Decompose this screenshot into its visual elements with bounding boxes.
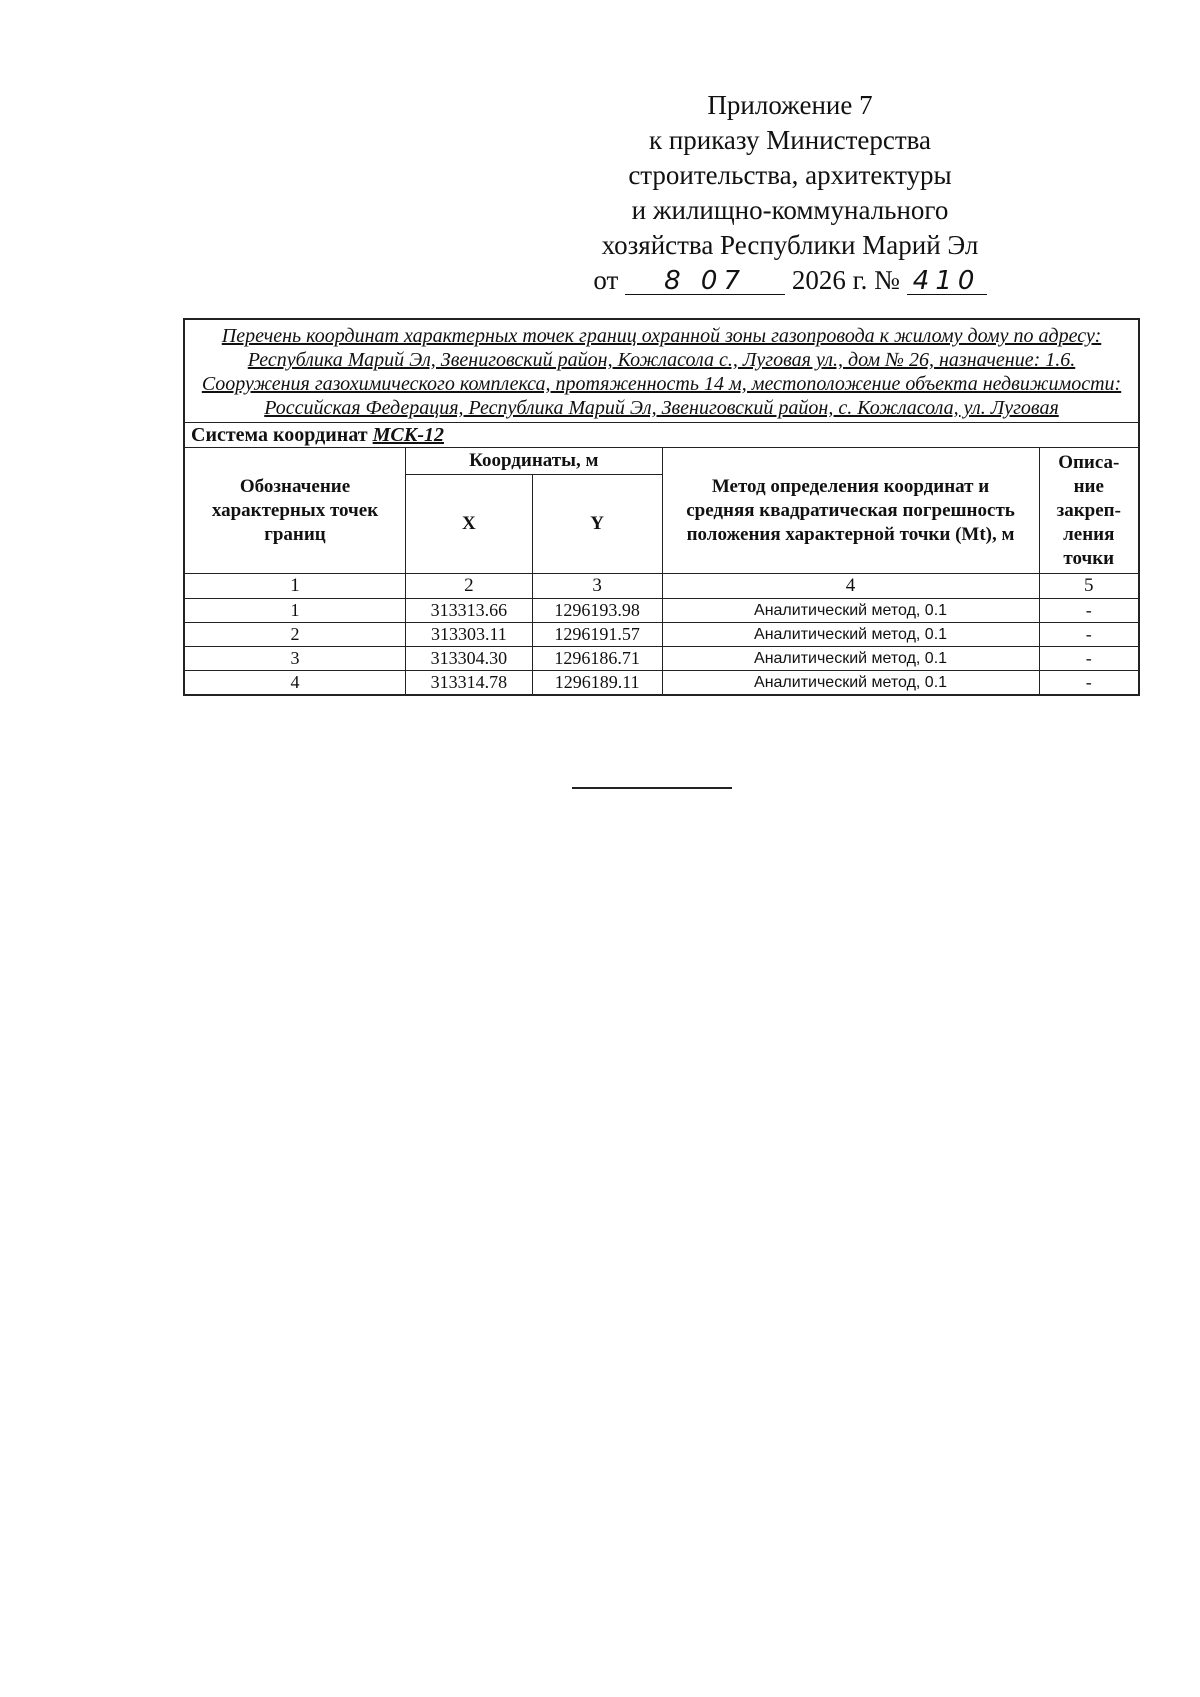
y-value: 1296191.57 [532,623,662,647]
header-x: X [405,475,532,574]
table-title: Перечень координат характерных точек границ охранной зоны газопровода к жилому дому по адресу: Республика Марий Эл, Звениговский район, Кожласола с., Луговая ул., дом № 26, назначение: 1.6. Сооружения газохимического комплекса, протяженность 14 м, местоположение объекта недвижимости: Российская Федерация, Республика Марий Эл, Звениговский район, с. Кожласола, ул. Луговая [184,319,1139,423]
ministry-line-2: и жилищно-коммунального [631,195,949,225]
column-index: 5 [1039,574,1139,599]
handwritten-date: 8 07 [625,268,785,295]
column-index: 3 [532,574,662,599]
y-value: 1296189.11 [532,671,662,696]
date-prefix: от [593,265,619,295]
x-value: 313303.11 [405,623,532,647]
point-id: 4 [184,671,405,696]
coordinates-table [183,318,1140,696]
method-value: Аналитический метод, 0.1 [662,623,1039,647]
description-value: - [1039,647,1139,671]
column-index: 4 [662,574,1039,599]
point-id: 1 [184,599,405,623]
coordinate-system-label: Система координат [191,423,368,446]
order-year-number-label: 2026 г. № [791,265,900,295]
column-index-row [184,574,1139,599]
column-index: 1 [184,574,405,599]
closing-divider [572,787,732,789]
x-value: 313314.78 [405,671,532,696]
coordinate-system-value: МСК-12 [372,423,444,446]
point-id: 2 [184,623,405,647]
header-description: Описа-ние закреп-ления точки [1039,448,1139,574]
appendix-header [570,88,1010,298]
table-row [184,623,1139,647]
x-value: 313304.30 [405,647,532,671]
header-y: Y [532,475,662,574]
column-index: 2 [405,574,532,599]
order-date-line [570,263,1010,298]
header-coordinates: Координаты, м [405,448,662,475]
table-row [184,647,1139,671]
method-value: Аналитический метод, 0.1 [662,599,1039,623]
ministry-line-3: хозяйства Республики Марий Эл [601,230,979,260]
description-value: - [1039,671,1139,696]
handwritten-order-number: 410 [907,268,987,295]
method-value: Аналитический метод, 0.1 [662,647,1039,671]
coordinate-system-row [184,423,1139,448]
y-value: 1296186.71 [532,647,662,671]
appendix-title: Приложение 7 [707,90,873,120]
ministry-line-1: строительства, архитектуры [628,160,952,190]
header-designation: Обозначение характерных точек границ [184,448,405,574]
order-ref-line: к приказу Министерства [648,125,932,155]
table-row [184,599,1139,623]
description-value: - [1039,623,1139,647]
header-method: Метод определения координат и средняя квадратическая погрешность положения характерной точки (Mt), м [662,448,1039,574]
description-value: - [1039,599,1139,623]
method-value: Аналитический метод, 0.1 [662,671,1039,696]
x-value: 313313.66 [405,599,532,623]
table-row [184,671,1139,696]
point-id: 3 [184,647,405,671]
y-value: 1296193.98 [532,599,662,623]
